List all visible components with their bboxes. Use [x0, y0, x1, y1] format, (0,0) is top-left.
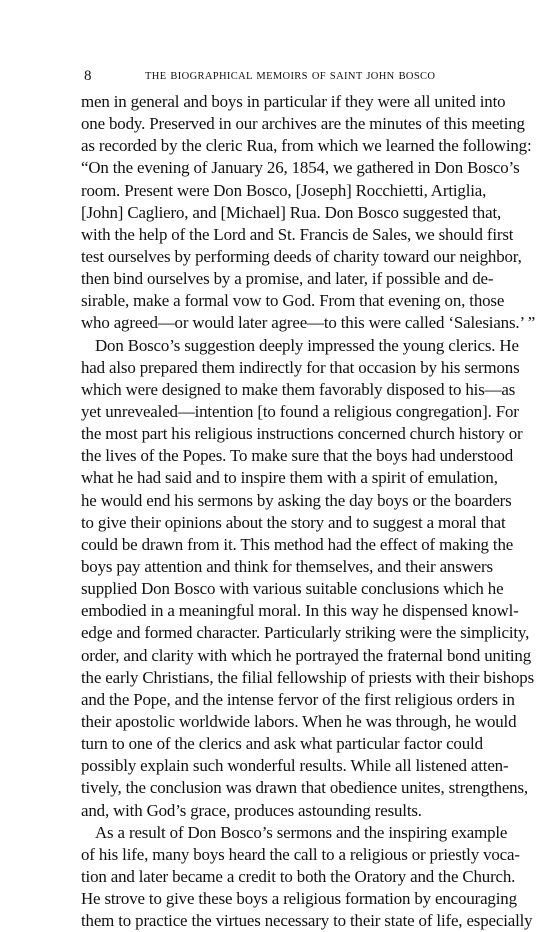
text-line: supplied Don Bosco with various suitable conclusions which he — [81, 579, 504, 599]
text-line: as recorded by the cleric Rua, from which we learned the following: — [81, 136, 532, 156]
text-line: of his life, many boys heard the call to a religious or priestly voca- — [81, 844, 520, 864]
text-line: boys pay attention and think for themselves, and their answers — [81, 556, 493, 576]
text-line: them to practice the virtues necessary to their state of life, especially — [81, 911, 533, 931]
text-line: then bind ourselves by a promise, and later, if possible and de- — [81, 269, 494, 289]
text-line: which were designed to make them favorably disposed to his—as — [81, 379, 516, 399]
text-line: the most part his religious instructions concerned church history or — [81, 424, 523, 444]
text-line: turn to one of the clerics and ask what particular factor could — [81, 734, 483, 754]
text-line: he would end his sermons by asking the day boys or the boarders — [81, 490, 512, 510]
text-line: the early Christians, the filial fellowship of priests with their bishops — [81, 667, 534, 687]
text-line: test ourselves by performing deeds of charity toward our neighbor, — [81, 246, 522, 266]
text-line: [John] Cagliero, and [Michael] Rua. Don Bosco suggested that, — [81, 202, 502, 222]
paragraph-start-line: Don Bosco’s suggestion deeply impressed the young clerics. He — [95, 335, 519, 355]
body-text — [81, 91, 536, 932]
text-line: men in general and boys in particular if they were all united into — [81, 92, 506, 111]
text-line: could be drawn from it. This method had the effect of making the — [81, 534, 514, 554]
text-line: and the Pope, and the intense fervor of the first religious orders in — [81, 689, 515, 709]
text-line: “On the evening of January 26, 1854, we gathered in Don Bosco’s — [81, 158, 520, 178]
text-line: yet unrevealed—intention [to found a religious congregation]. For — [81, 401, 519, 421]
text-line: sirable, make a formal vow to God. From that evening on, those — [81, 291, 505, 311]
text-line: and, with God’s grace, produces astounding results. — [81, 800, 422, 820]
running-title: THE BIOGRAPHICAL MEMOIRS OF SAINT JOHN BOSCO — [145, 71, 436, 82]
text-line: who agreed—or would later agree—to this were called ‘Salesians.’ ” — [81, 313, 536, 333]
text-line: tion and later became a credit to both the Oratory and the Church. — [81, 866, 516, 886]
text-line: possibly explain such wonderful results. While all listened atten- — [81, 756, 509, 776]
running-header — [84, 67, 496, 85]
text-line: their apostolic worldwide labors. When he was through, he would — [81, 711, 517, 731]
text-line: embodied in a meaningful moral. In this way he dispensed knowl- — [81, 601, 519, 621]
text-line: one body. Preserved in our archives are the minutes of this meeting — [81, 114, 525, 134]
text-line: He strove to give these boys a religious formation by encouraging — [81, 889, 517, 909]
text-line: room. Present were Don Bosco, [Joseph] Rocchietti, Artiglia, — [81, 180, 487, 200]
text-line: tively, the conclusion was drawn that obedience unites, strengthens, — [81, 778, 528, 798]
text-line: edge and formed character. Particularly striking were the simplicity, — [81, 623, 530, 643]
text-line: order, and clarity with which he portrayed the fraternal bond uniting — [81, 645, 532, 665]
text-line: had also prepared them indirectly for that occasion by his sermons — [81, 357, 520, 377]
text-line: what he had said and to inspire them with a spirit of emulation, — [81, 468, 498, 488]
text-line: to give their opinions about the story and to suggest a moral that — [81, 512, 506, 532]
text-line: with the help of the Lord and St. Francis de Sales, we should first — [81, 224, 514, 244]
page-number: 8 — [84, 68, 92, 84]
paragraph-start-line: As a result of Don Bosco’s sermons and the inspiring example — [95, 822, 508, 842]
text-line: the lives of the Popes. To make sure that the boys had understood — [81, 446, 514, 466]
